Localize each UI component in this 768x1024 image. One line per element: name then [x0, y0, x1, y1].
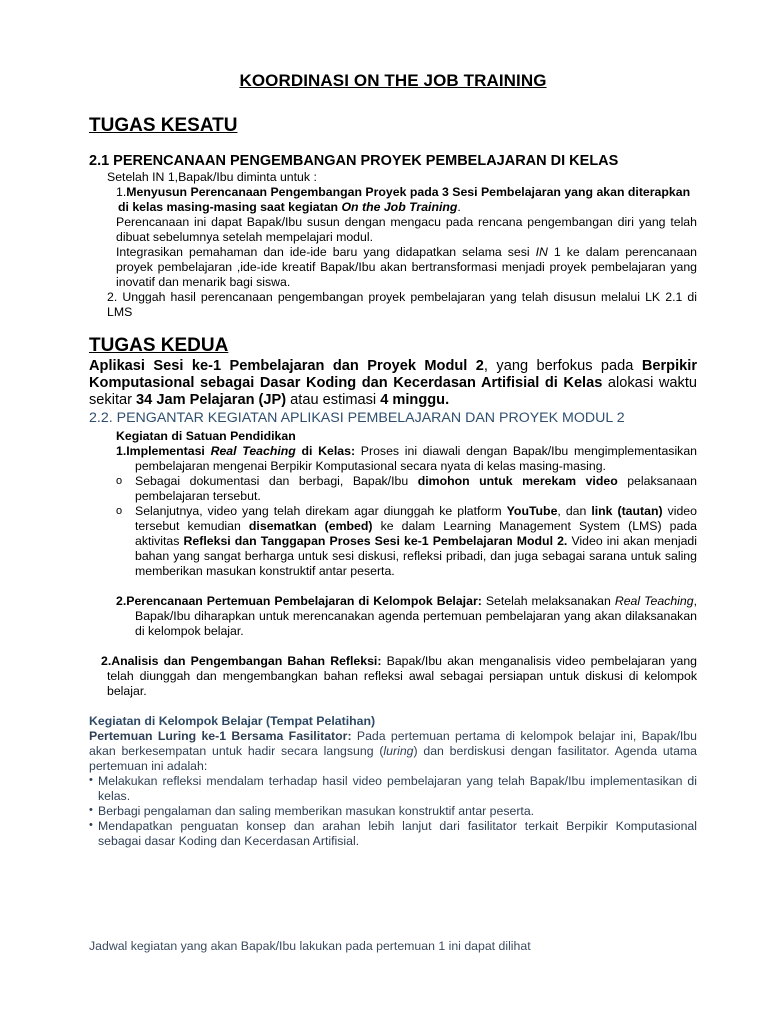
youtube-line5: memberikan masukan konstruktif antar peserta.	[135, 564, 395, 578]
document-title: KOORDINASI ON THE JOB TRAINING	[239, 71, 547, 90]
analisis-line3: belajar.	[107, 684, 147, 698]
pertemuan-luring-line1: Pertemuan Luring ke-1 Bersama Fasilitator: Pada pertemuan pertama di kelompok belajar ini, Bapak/Ibu	[89, 729, 697, 743]
agenda-item-2: Berbagi pengalaman dan saling memberikan masukan konstruktif antar peserta.	[98, 804, 535, 818]
analisis-line1: 2.Analisis dan Pengembangan Bahan Refleksi: Bapak/Ibu akan menganalisis video pembelajaran yang	[101, 654, 698, 668]
tugas1-item2-line2: LMS	[107, 305, 133, 319]
tugas-kedua-heading: TUGAS KEDUA	[89, 335, 229, 356]
implementasi-line2: pembelajaran mengenai Berpikir Komputasional secara nyata di kelas masing-masing.	[135, 459, 606, 473]
tugas1-intro: Setelah IN 1,Bapak/Ibu diminta untuk :	[107, 170, 317, 184]
tugas2-intro-line1: Aplikasi Sesi ke-1 Pembelajaran dan Proyek Modul 2, yang berfokus pada Berpikir	[89, 358, 697, 374]
tugas1-para2-line2: proyek pembelajaran ,ide-ide kreatif Bapak/Ibu akan bertransformasi menjadi proyek pembelajaran yang	[116, 260, 697, 274]
tugas1-para1-line2: dibuat sebelumnya setelah mempelajari modul.	[116, 230, 374, 244]
perencanaan-pertemuan-line1: 2.Perencanaan Pertemuan Pembelajaran di Kelompok Belajar: Setelah melaksanakan Real Teaching,	[116, 594, 697, 608]
circle-bullet-icon: o	[116, 505, 123, 517]
bullet-icon: •	[89, 819, 93, 831]
section-2-1-heading: 2.1 PERENCANAAN PENGEMBANGAN PROYEK PEMBELAJARAN DI KELAS	[89, 153, 619, 169]
youtube-line1: Selanjutnya, video yang telah direkam agar diunggah ke platform YouTube, dan link (tautan) video	[135, 504, 697, 518]
agenda-item-1-line2: kelas.	[98, 789, 131, 803]
tugas-kesatu-heading: TUGAS KESATU	[89, 115, 238, 136]
tugas1-item1-line1: 1.Menyusun Perencanaan Pengembangan Proyek pada 3 Sesi Pembelajaran yang akan diterapkan	[116, 185, 691, 199]
tugas1-item2-line1: 2. Unggah hasil perencanaan pengembangan proyek pembelajaran yang telah disusun melalui LK 2.1 di	[107, 290, 697, 304]
agenda-item-3-line1: Mendapatkan penguatan konsep dan arahan lebih lanjut dari fasilitator terkait Berpikir Komputasional	[98, 819, 697, 833]
section-2-2-heading: 2.2. PENGANTAR KEGIATAN APLIKASI PEMBELAJARAN DAN PROYEK MODUL 2	[89, 410, 625, 426]
perencanaan-pertemuan-line2: Bapak/Ibu diharapkan untuk merencanakan agenda pertemuan pembelajaran yang akan dilaksanakan	[135, 609, 697, 623]
youtube-line2: tersebut kemudian disematkan (embed) ke dalam Learning Management System (LMS) pada	[135, 519, 698, 533]
tugas2-intro-line2: Komputasional sebagai Dasar Koding dan Kecerdasan Artifisial di Kelas alokasi waktu	[89, 375, 697, 391]
pertemuan-luring-line2: akan berkesempatan untuk hadir secara langsung (luring) dan berdiskusi dengan fasilitator. Agenda utama	[89, 744, 697, 758]
tugas1-para1-line1: Perencanaan ini dapat Bapak/Ibu susun dengan mengacu pada rencana pengembangan diri yang telah	[116, 215, 697, 229]
circle-bullet-icon: o	[116, 475, 123, 487]
perencanaan-pertemuan-line3: di kelompok belajar.	[135, 624, 244, 638]
agenda-item-1-line1: Melakukan refleksi mendalam terhadap hasil video pembelajaran yang telah Bapak/Ibu implementasikan di	[98, 774, 697, 788]
youtube-line4: bahan yang sangat berharga untuk sesi diskusi, refleksi pribadi, dan juga sebagai sarana untuk saling	[135, 549, 697, 563]
analisis-line2: telah diunggah dan mengembangkan bahan refleksi awal sebagai persiapan untuk diskusi di kelompok	[107, 669, 697, 683]
agenda-item-3-line2: sebagai dasar Koding dan Kecerdasan Artifisial.	[98, 834, 360, 848]
tugas1-para2-line3: inovatif dan menarik bagi siswa.	[116, 275, 291, 289]
bullet-icon: •	[89, 804, 93, 816]
tugas2-intro-line3: sekitar 34 Jam Pelajaran (JP) atau estimasi 4 minggu.	[89, 392, 450, 408]
kegiatan-kelompok-belajar-title: Kegiatan di Kelompok Belajar (Tempat Pelatihan)	[89, 714, 376, 728]
implementasi-line1: 1.Implementasi Real Teaching di Kelas: Proses ini diawali dengan Bapak/Ibu mengimplementasikan	[116, 444, 698, 458]
youtube-line3: aktivitas Refleksi dan Tanggapan Proses Sesi ke-1 Pembelajaran Modul 2. Video ini akan menjadi	[135, 534, 697, 548]
tugas1-item1-line2: di kelas masing-masing saat kegiatan On the Job Training.	[118, 200, 461, 214]
kegiatan-satuan-pendidikan-title: Kegiatan di Satuan Pendidikan	[116, 429, 296, 443]
bullet-icon: •	[89, 774, 93, 786]
tugas1-para2-line1: Integrasikan pemahaman dan ide-ide baru yang didapatkan selama sesi IN 1 ke dalam perencanaan	[116, 245, 697, 259]
footer-text: Jadwal kegiatan yang akan Bapak/Ibu lakukan pada pertemuan 1 ini dapat dilihat	[89, 939, 531, 953]
dokumentasi-line1: Sebagai dokumentasi dan berbagi, Bapak/Ibu dimohon untuk merekam video pelaksanaan	[135, 474, 697, 488]
pertemuan-luring-line3: pertemuan ini adalah:	[89, 759, 208, 773]
dokumentasi-line2: pembelajaran tersebut.	[135, 489, 261, 503]
